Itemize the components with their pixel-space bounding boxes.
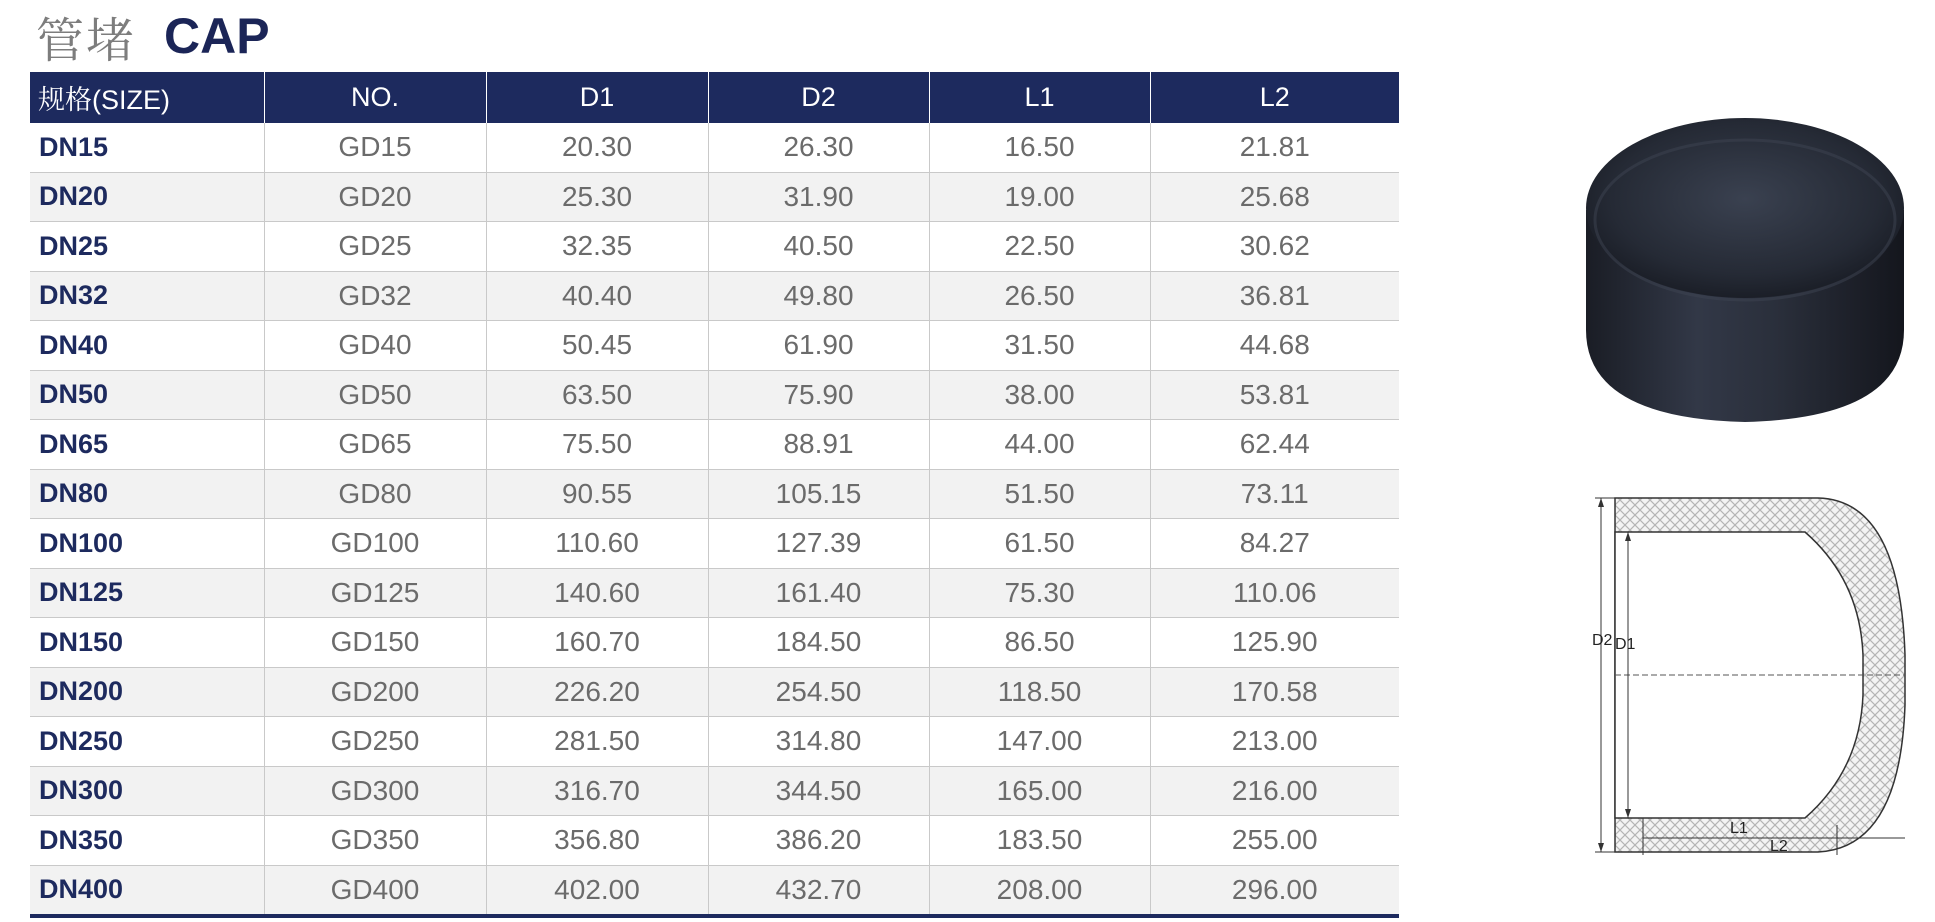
cell-l1: 75.30 <box>929 568 1150 618</box>
cell-l1: 38.00 <box>929 370 1150 420</box>
cell-d1: 160.70 <box>486 618 708 668</box>
cell-no: GD300 <box>264 766 486 816</box>
cell-d1: 226.20 <box>486 667 708 717</box>
cell-size: DN300 <box>30 766 264 816</box>
cell-no: GD40 <box>264 321 486 371</box>
cell-size: DN150 <box>30 618 264 668</box>
cell-d2: 432.70 <box>708 865 929 916</box>
cell-d2: 184.50 <box>708 618 929 668</box>
cell-l2: 296.00 <box>1150 865 1399 916</box>
cell-l2: 44.68 <box>1150 321 1399 371</box>
table-row <box>30 568 1399 618</box>
cell-d1: 50.45 <box>486 321 708 371</box>
cell-d1: 356.80 <box>486 816 708 866</box>
header-no: NO. <box>264 72 486 123</box>
cell-l1: 86.50 <box>929 618 1150 668</box>
header-d1: D1 <box>486 72 708 123</box>
cell-size: DN15 <box>30 123 264 172</box>
cell-size: DN20 <box>30 172 264 222</box>
table-row <box>30 172 1399 222</box>
cell-d1: 25.30 <box>486 172 708 222</box>
label-d1: D1 <box>1615 636 1636 653</box>
label-d2: D2 <box>1592 632 1613 649</box>
cell-size: DN40 <box>30 321 264 371</box>
table-row <box>30 766 1399 816</box>
cell-size: DN250 <box>30 717 264 767</box>
cell-size: DN400 <box>30 865 264 916</box>
cell-d2: 49.80 <box>708 271 929 321</box>
title-chinese: 管堵 <box>36 12 137 69</box>
cell-l2: 30.62 <box>1150 222 1399 272</box>
cell-l1: 19.00 <box>929 172 1150 222</box>
table-row <box>30 816 1399 866</box>
cap-section-drawing <box>1575 495 1910 855</box>
cell-size: DN100 <box>30 519 264 569</box>
cell-l1: 61.50 <box>929 519 1150 569</box>
cell-d2: 344.50 <box>708 766 929 816</box>
cell-d2: 26.30 <box>708 123 929 172</box>
cell-no: GD200 <box>264 667 486 717</box>
cell-d2: 161.40 <box>708 568 929 618</box>
table-row <box>30 469 1399 519</box>
cell-d1: 75.50 <box>486 420 708 470</box>
cell-no: GD15 <box>264 123 486 172</box>
cell-l2: 25.68 <box>1150 172 1399 222</box>
cell-d2: 75.90 <box>708 370 929 420</box>
cell-d1: 140.60 <box>486 568 708 618</box>
table-row <box>30 420 1399 470</box>
cell-d1: 402.00 <box>486 865 708 916</box>
cell-no: GD350 <box>264 816 486 866</box>
cell-d2: 88.91 <box>708 420 929 470</box>
table-header-row <box>30 72 1399 123</box>
cell-l2: 73.11 <box>1150 469 1399 519</box>
product-photo <box>1580 100 1910 440</box>
cell-l2: 110.06 <box>1150 568 1399 618</box>
cell-l2: 84.27 <box>1150 519 1399 569</box>
cell-l1: 22.50 <box>929 222 1150 272</box>
cell-no: GD150 <box>264 618 486 668</box>
cell-size: DN350 <box>30 816 264 866</box>
cell-no: GD25 <box>264 222 486 272</box>
cell-d1: 281.50 <box>486 717 708 767</box>
cell-l2: 255.00 <box>1150 816 1399 866</box>
cell-l1: 16.50 <box>929 123 1150 172</box>
cell-no: GD100 <box>264 519 486 569</box>
cell-d2: 61.90 <box>708 321 929 371</box>
table-row <box>30 717 1399 767</box>
cell-no: GD80 <box>264 469 486 519</box>
cell-l2: 170.58 <box>1150 667 1399 717</box>
cell-l2: 53.81 <box>1150 370 1399 420</box>
cell-size: DN80 <box>30 469 264 519</box>
cell-no: GD250 <box>264 717 486 767</box>
cell-d1: 90.55 <box>486 469 708 519</box>
cell-d1: 40.40 <box>486 271 708 321</box>
cell-l1: 31.50 <box>929 321 1150 371</box>
label-l1: L1 <box>1730 820 1748 837</box>
cell-d2: 31.90 <box>708 172 929 222</box>
cell-l1: 118.50 <box>929 667 1150 717</box>
cell-d1: 63.50 <box>486 370 708 420</box>
cell-size: DN50 <box>30 370 264 420</box>
cell-d1: 316.70 <box>486 766 708 816</box>
header-l2: L2 <box>1150 72 1399 123</box>
cell-d1: 20.30 <box>486 123 708 172</box>
cell-l2: 62.44 <box>1150 420 1399 470</box>
cell-size: DN200 <box>30 667 264 717</box>
cell-l1: 51.50 <box>929 469 1150 519</box>
cell-l1: 26.50 <box>929 271 1150 321</box>
cell-no: GD32 <box>264 271 486 321</box>
cell-d2: 105.15 <box>708 469 929 519</box>
cell-size: DN32 <box>30 271 264 321</box>
cell-no: GD400 <box>264 865 486 916</box>
cell-d1: 32.35 <box>486 222 708 272</box>
cell-d2: 314.80 <box>708 717 929 767</box>
table-row <box>30 618 1399 668</box>
header-size: 规格(SIZE) <box>30 72 264 123</box>
header-l1: L1 <box>929 72 1150 123</box>
table-row <box>30 222 1399 272</box>
cell-size: DN65 <box>30 420 264 470</box>
cell-d2: 254.50 <box>708 667 929 717</box>
cell-l2: 36.81 <box>1150 271 1399 321</box>
table-row <box>30 123 1399 172</box>
cell-l1: 147.00 <box>929 717 1150 767</box>
cell-no: GD125 <box>264 568 486 618</box>
cell-no: GD20 <box>264 172 486 222</box>
cell-l1: 208.00 <box>929 865 1150 916</box>
cell-l2: 21.81 <box>1150 123 1399 172</box>
spec-table <box>30 72 1399 918</box>
cell-l1: 165.00 <box>929 766 1150 816</box>
table-row <box>30 667 1399 717</box>
cell-size: DN125 <box>30 568 264 618</box>
cell-d2: 386.20 <box>708 816 929 866</box>
table-row <box>30 519 1399 569</box>
cell-d2: 127.39 <box>708 519 929 569</box>
title-english: CAP <box>164 8 270 64</box>
table-row <box>30 865 1399 916</box>
header-d2: D2 <box>708 72 929 123</box>
table-row <box>30 321 1399 371</box>
page-title <box>36 2 270 70</box>
table-row <box>30 370 1399 420</box>
cell-l1: 44.00 <box>929 420 1150 470</box>
cell-size: DN25 <box>30 222 264 272</box>
cell-l1: 183.50 <box>929 816 1150 866</box>
label-l2: L2 <box>1770 838 1788 855</box>
cell-d2: 40.50 <box>708 222 929 272</box>
table-row <box>30 271 1399 321</box>
cell-no: GD50 <box>264 370 486 420</box>
cell-l2: 216.00 <box>1150 766 1399 816</box>
cell-l2: 213.00 <box>1150 717 1399 767</box>
cell-l2: 125.90 <box>1150 618 1399 668</box>
cell-no: GD65 <box>264 420 486 470</box>
cell-d1: 110.60 <box>486 519 708 569</box>
